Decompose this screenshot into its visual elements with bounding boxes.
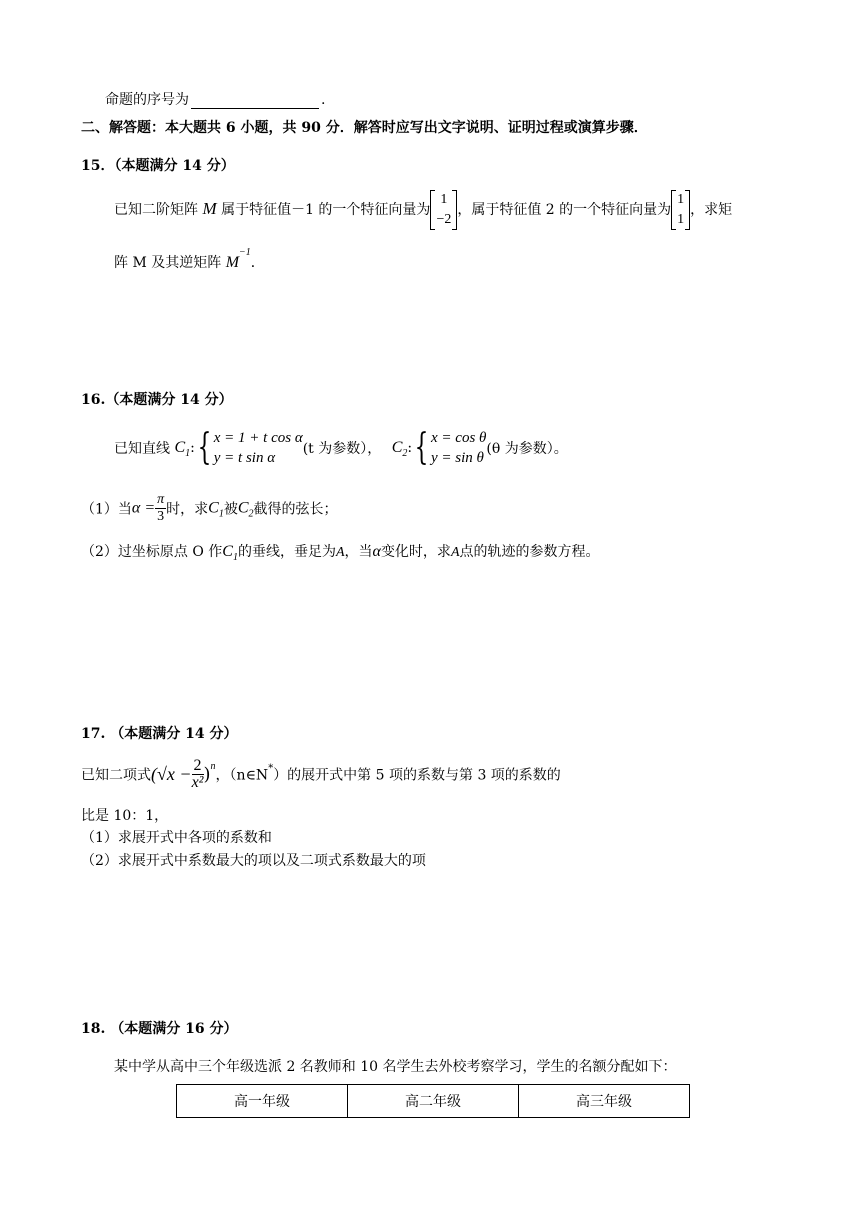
q16-p2-a-point: A	[335, 545, 345, 560]
q16-p2-c1-sub: 1	[232, 551, 238, 563]
q17-line2: 比是 10：1，	[81, 808, 169, 824]
q16-part2	[81, 541, 600, 563]
table-header-cell: 高二年级	[348, 1085, 519, 1118]
q17-part2: （2）求展开式中系数最大的项以及二项式系数最大的项	[81, 853, 426, 869]
q16-intro: 已知直线	[114, 441, 170, 457]
q16-p2-e: 点的轨迹的参数方程。	[459, 544, 600, 560]
vec2-bottom: 1	[677, 212, 685, 227]
q17-line1-a: 已知二项式	[81, 767, 151, 784]
q15-heading: 15．（本题满分 14 分）	[81, 158, 235, 174]
q16-p1-alpha: α =	[131, 499, 156, 517]
q17-line1	[81, 758, 561, 791]
vec1-top: 1	[440, 192, 448, 207]
q16-p1-end: 截得的弦长；	[253, 501, 338, 518]
q16-c1-eq1: x = 1 + t cos α	[213, 430, 303, 446]
q16-p1-fraction	[155, 492, 166, 525]
q15-line2	[114, 247, 265, 272]
q16-c2-param: (θ 为参数）。	[486, 441, 568, 457]
q16-c2-system	[431, 428, 486, 468]
q17-binom-open: (√x −	[151, 764, 192, 784]
q16-p2-c: ，当	[344, 544, 373, 560]
vec2-top: 1	[677, 192, 685, 207]
q17-heading: 17. （本题满分 14 分）	[81, 726, 238, 742]
fill-end: .	[321, 92, 326, 108]
q17-line1-b: ，（n∈N	[215, 767, 269, 784]
q16-c2-eq2: y = sin θ	[431, 450, 484, 466]
q15-inverse-m: M	[225, 254, 240, 271]
q16-p2-a: （2）过坐标原点 O 作	[81, 544, 223, 560]
section-heading: 二、解答题：本大题共 6 小题，共 90 分．解答时应写出文字说明、证明过程或演算步骤．	[81, 120, 648, 136]
q15-text-d: ，求矩	[690, 202, 733, 218]
q18-heading: 18. （本题满分 16 分）	[81, 1021, 238, 1037]
q16-p1-den: 3	[157, 509, 165, 524]
q17-binom-close: )	[203, 764, 211, 785]
q16-p2-c1: C	[222, 543, 233, 560]
q17-binom-num: 2	[193, 757, 202, 774]
q16-p1-c1: C	[208, 499, 219, 517]
q17-binom-exp: n	[210, 761, 216, 772]
q15-var-m: M	[202, 199, 217, 218]
eigenvector-1	[430, 190, 457, 230]
q15-text-c: ，属于特征值 2 的一个特征向量为	[457, 202, 672, 218]
vec1-bottom: −2	[436, 212, 452, 227]
table-row	[177, 1085, 690, 1118]
q15-line2-text: 阵 M 及其逆矩阵	[114, 255, 222, 271]
q17-line1-c: ）的展开式中第 5 项的系数与第 3 项的系数的	[273, 767, 561, 784]
q16-p1-c1-sub: 1	[218, 508, 224, 520]
eigenvector-2	[671, 190, 690, 230]
fill-prompt: 命题的序号为	[105, 92, 189, 108]
q16-c2-sub: 2	[402, 447, 408, 459]
q16-c2-eq1: x = cos θ	[431, 430, 487, 446]
q16-p1-c2-sub: 2	[248, 508, 254, 520]
q16-p2-d: 变化时，求	[380, 544, 451, 560]
q16-p1-num: π	[157, 492, 165, 507]
q15-text-b: 属于特征值－1 的一个特征向量为	[221, 202, 431, 218]
q16-heading: 16.（本题满分 14 分）	[81, 392, 233, 408]
q16-p1-a: （1）当	[81, 501, 132, 518]
table-header-cell: 高三年级	[519, 1085, 690, 1118]
q17-line1-star: *	[268, 763, 274, 774]
q16-c1: C	[174, 439, 186, 456]
q18-intro: 某中学从高中三个年级选派 2 名教师和 10 名学生去外校考察学习，学生的名额分配如下：	[114, 1059, 677, 1075]
answer-blank	[191, 94, 319, 109]
q16-p2-a-point-2: A	[450, 545, 460, 560]
q16-c2: C	[391, 439, 403, 456]
q16-c1-param: (t 为参数），	[302, 441, 382, 457]
q17-part1: （1）求展开式中各项的系数和	[81, 830, 272, 846]
q16-p2-b: 的垂线，垂足为	[237, 544, 336, 560]
question-fill-line	[105, 89, 325, 109]
q16-c1-sub: 1	[185, 447, 191, 459]
q16-p1-b: 时，求	[166, 501, 209, 518]
q16-p1-mid: 被	[223, 501, 238, 518]
q16-c1-system	[214, 428, 303, 468]
table-header-cell: 高一年级	[177, 1085, 348, 1118]
q16-line1: 已知直线 $C_1$:{ x = 1 + t cos α y = t sin α (t 为参数）， $C_2$:{ x = cos θ y = sin θ (θ 为参数）。	[114, 427, 568, 468]
q16-part1	[81, 492, 337, 525]
q17-binom-fraction	[192, 758, 204, 791]
q16-c2-brace: {	[414, 427, 429, 468]
q15-line2-end: ．	[250, 255, 265, 271]
q16-c1-brace: {	[197, 427, 212, 468]
q16-p1-c2: C	[237, 499, 249, 517]
q15-line1	[114, 190, 732, 230]
grade-allocation-table	[176, 1084, 690, 1118]
q16-p2-alpha: α	[372, 543, 381, 560]
q17-binom-den: x²	[191, 774, 204, 791]
q15-text-a: 已知二阶矩阵	[114, 202, 198, 218]
q15-inverse-sup: −1	[239, 247, 251, 259]
q16-c1-eq2: y = t sin α	[213, 450, 276, 466]
